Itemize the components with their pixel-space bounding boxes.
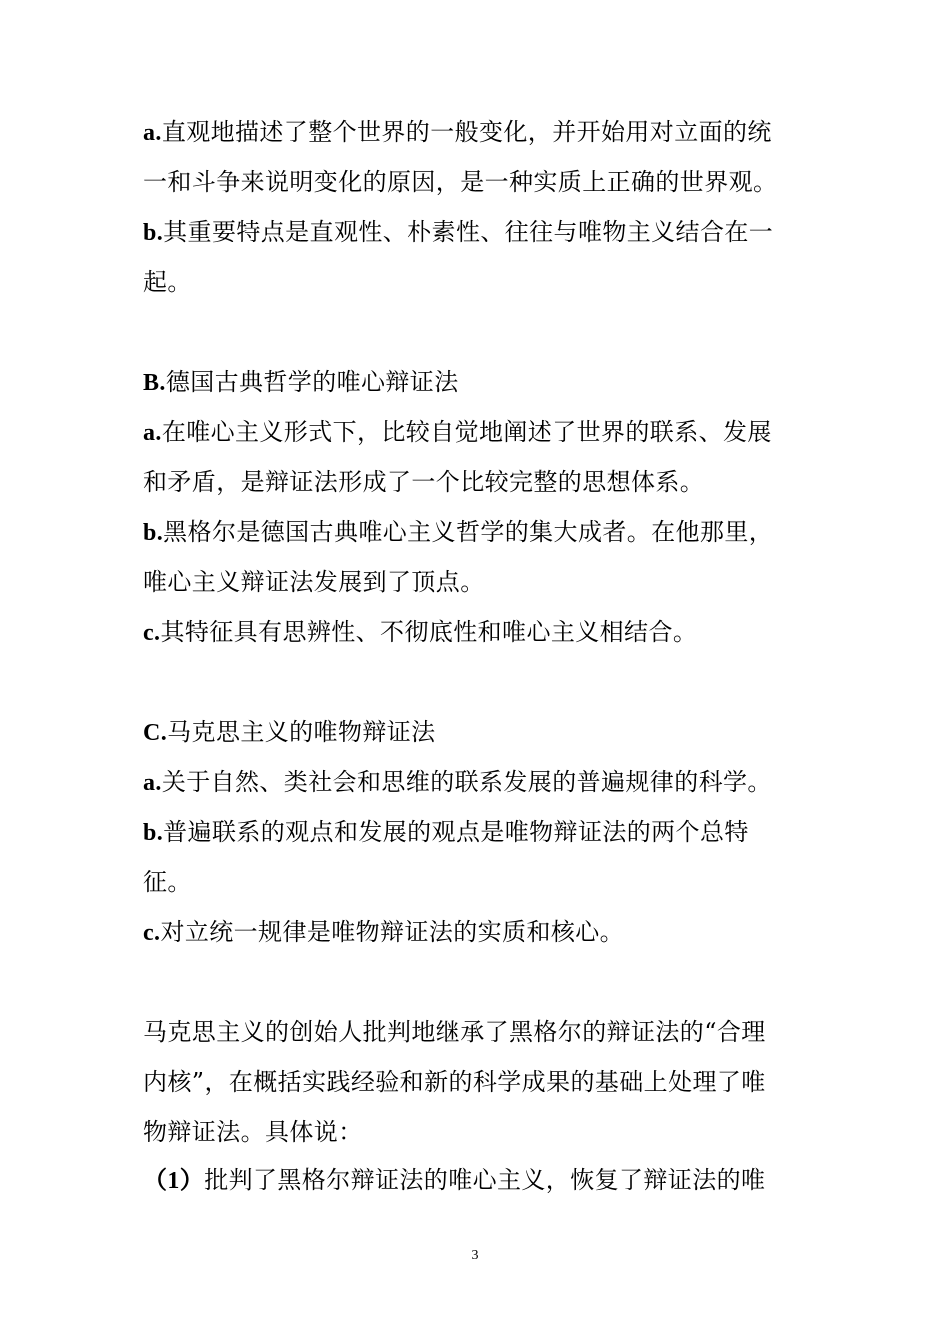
text-line — [143, 518, 813, 547]
line-text: 物辩证法。具体说： — [143, 1118, 363, 1146]
text-line — [143, 868, 813, 897]
item-marker: c. — [143, 620, 161, 646]
text-line — [143, 918, 813, 947]
section-title: 德国古典哲学的唯心辩证法 — [165, 368, 459, 396]
text-line — [143, 1166, 813, 1195]
item-marker: c. — [143, 920, 161, 946]
page-number: 3 — [471, 1248, 479, 1263]
item-marker: a. — [143, 120, 162, 146]
section-marker: B. — [143, 370, 166, 396]
line-text: 普遍联系的观点和发展的观点是唯物辩证法的两个总特 — [163, 818, 749, 846]
text-line — [143, 268, 813, 297]
line-text: 征。 — [143, 868, 192, 896]
item-marker: b. — [143, 220, 164, 246]
item-marker: a. — [143, 420, 162, 446]
text-line — [143, 468, 813, 497]
text-line — [143, 1018, 813, 1047]
line-text: 直观地描述了整个世界的一般变化，并开始用对立面的统 — [161, 118, 772, 146]
text-line — [143, 418, 813, 447]
text-line — [143, 768, 813, 797]
item-marker: （1） — [143, 1168, 205, 1194]
section-heading — [143, 718, 813, 747]
text-line — [143, 118, 813, 147]
line-text: 关于自然、类社会和思维的联系发展的普遍规律的科学。 — [161, 768, 772, 796]
line-text: 对立统一规律是唯物辩证法的实质和核心。 — [160, 918, 625, 946]
text-line — [143, 568, 813, 597]
line-text: 内核”，在概括实践经验和新的科学成果的基础上处理了唯 — [143, 1068, 766, 1096]
line-text: 一和斗争来说明变化的原因，是一种实质上正确的世界观。 — [143, 168, 778, 196]
section-marker: C. — [143, 720, 168, 746]
line-text: 和矛盾，是辩证法形成了一个比较完整的思想体系。 — [143, 468, 705, 496]
line-text: 批判了黑格尔辩证法的唯心主义，恢复了辩证法的唯 — [204, 1166, 766, 1194]
line-text: 其重要特点是直观性、朴素性、往往与唯物主义结合在一 — [163, 218, 774, 246]
line-text: 起。 — [143, 268, 192, 296]
text-line — [143, 1118, 813, 1147]
line-text: 其特征具有思辨性、不彻底性和唯心主义相结合。 — [160, 618, 698, 646]
section-title: 马克思主义的唯物辩证法 — [167, 718, 436, 746]
item-marker: a. — [143, 770, 162, 796]
text-line — [143, 218, 813, 247]
item-marker: b. — [143, 820, 164, 846]
line-text: 马克思主义的创始人批判地继承了黑格尔的辩证法的“合理 — [143, 1018, 766, 1046]
text-line — [143, 168, 813, 197]
text-line — [143, 618, 813, 647]
line-text: 唯心主义辩证法发展到了顶点。 — [143, 568, 485, 596]
text-line — [143, 1068, 813, 1097]
text-line — [143, 818, 813, 847]
line-text: 在唯心主义形式下，比较自觉地阐述了世界的联系、发展 — [161, 418, 772, 446]
section-heading — [143, 368, 813, 397]
item-marker: b. — [143, 520, 164, 546]
line-text: 黑格尔是德国古典唯心主义哲学的集大成者。在他那里， — [163, 518, 774, 546]
